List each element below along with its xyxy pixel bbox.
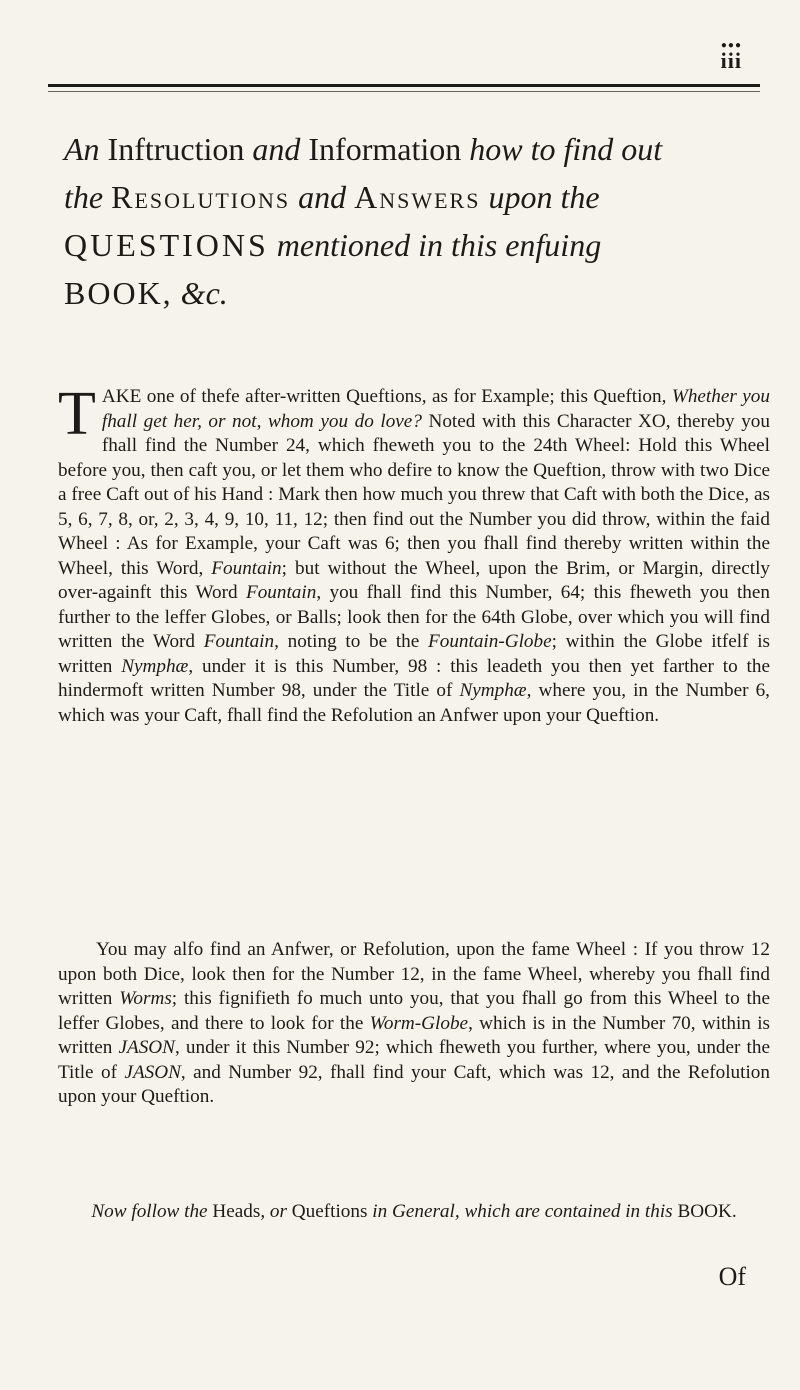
text-run: ; but without the Wheel, upon the Brim, or Margin, directly over-againft this Word bbox=[58, 557, 771, 603]
title-word: Answers bbox=[354, 179, 481, 215]
drop-cap: T bbox=[58, 380, 96, 448]
text-run: , and Number 92, fhall find your Caft, which was 12, and the Refolution upon your Queftion. bbox=[58, 1061, 770, 1107]
catchword: Of bbox=[718, 1262, 746, 1291]
paragraph-instructions bbox=[58, 380, 771, 728]
text-run: , under it is this Number, 98 : this leadeth you then yet farther to the hindermoft written Number 98, under the Title of bbox=[58, 655, 770, 701]
text-run: , noting to be the bbox=[274, 631, 428, 652]
text-run-italic: Whether you fhall get her, or not, whom you do love? bbox=[101, 386, 770, 432]
title-word: BOOK, bbox=[64, 275, 173, 311]
text-run-italic: JASON bbox=[118, 1037, 175, 1058]
title-word: and bbox=[252, 131, 301, 167]
text-run: ; within the Globe itfelf is written bbox=[58, 631, 771, 677]
title-word: the bbox=[64, 179, 104, 215]
text-run: BOOK. bbox=[672, 1201, 737, 1222]
title-word: QUESTIONS bbox=[64, 227, 269, 263]
ornament-dots: ●●● bbox=[720, 40, 742, 51]
text-run-italic: Worm-Globe bbox=[369, 1012, 469, 1034]
text-run: , which is in the Number 70, within is written bbox=[58, 1012, 770, 1058]
text-run: , under it this Number 92; which fheweth you further, where you, under the Title of bbox=[58, 1037, 770, 1083]
chapter-title bbox=[64, 125, 764, 317]
text-run: Noted with this Character XO, thereby you fhall find the Number 24, which fheweth you to the 24th Wheel: Hold this Wheel before you, then caft you, or let them who defire to know the Queftion, throw with two Dice a free Caft out of his Hand : Mark then how much you threw that Caft with both the Dice, as 5, 6, 7, 8, or, 2, 3, 4, 9, 10, 11, 12; then find out the Number you did throw, within the faid Wheel : As for Example, your Caft was 6; then you fhall find thereby written within the Wheel, this Word, bbox=[58, 410, 770, 579]
text-run-italic: or bbox=[269, 1201, 287, 1222]
text-run: , where you, in the Number 6, which was your Caft, fhall find the Refolution an Anfwer upon your Queftion. bbox=[58, 680, 770, 726]
title-word: &c. bbox=[180, 275, 228, 311]
text-run: ; this fignifieth fo much unto you, that you fhall go from this Wheel to the leffer Globes, and there to look for the bbox=[58, 988, 770, 1034]
text-run: Queftions bbox=[286, 1201, 373, 1222]
title-word: and bbox=[298, 179, 347, 215]
title-word: Inftruction bbox=[107, 131, 245, 167]
text-run-italic: Fountain-Globe bbox=[428, 631, 552, 652]
text-run: AKE one of thefe after-written Queftions, as for Example; this Queftion, bbox=[101, 386, 672, 407]
title-word: mentioned in this enfuing bbox=[276, 227, 602, 263]
text-run-italic: in General, which are contained in this bbox=[372, 1201, 673, 1222]
text-run: Heads, bbox=[207, 1201, 270, 1222]
text-run-italic: Fountain bbox=[245, 582, 317, 603]
title-word: Information bbox=[308, 131, 462, 167]
text-run-italic: Nymphæ bbox=[459, 680, 527, 701]
text-run-italic: Worms bbox=[119, 988, 172, 1009]
text-run-italic: Fountain bbox=[203, 631, 275, 652]
text-run-italic: Fountain bbox=[211, 557, 282, 579]
title-word: upon the bbox=[488, 179, 600, 215]
text-run-italic: Nymphæ bbox=[121, 655, 189, 677]
header-rule-thick bbox=[48, 84, 760, 87]
text-run: , you fhall find this Number, 64; this fheweth you then further to the leffer Globes, or Balls; look then for the 64th Globe, over which you will find written the Word bbox=[58, 582, 770, 652]
text-run-italic: JASON bbox=[124, 1061, 181, 1083]
paragraph-second-example bbox=[58, 938, 770, 1110]
header-rule-thin bbox=[48, 91, 760, 92]
page-number: iii bbox=[720, 48, 742, 73]
title-word: Resolutions bbox=[111, 179, 291, 215]
text-run-italic: Now follow the bbox=[91, 1201, 208, 1222]
paragraph-follow-heads bbox=[58, 1200, 770, 1225]
text-run: You may alfo find an Anfwer, or Refolution, upon the fame Wheel : If you throw 12 upon both Dice, look then for the Number 12, in the fame Wheel, whereby you fhall find written bbox=[58, 939, 770, 1009]
title-word: An bbox=[64, 131, 100, 167]
title-word: how to find out bbox=[469, 131, 663, 167]
